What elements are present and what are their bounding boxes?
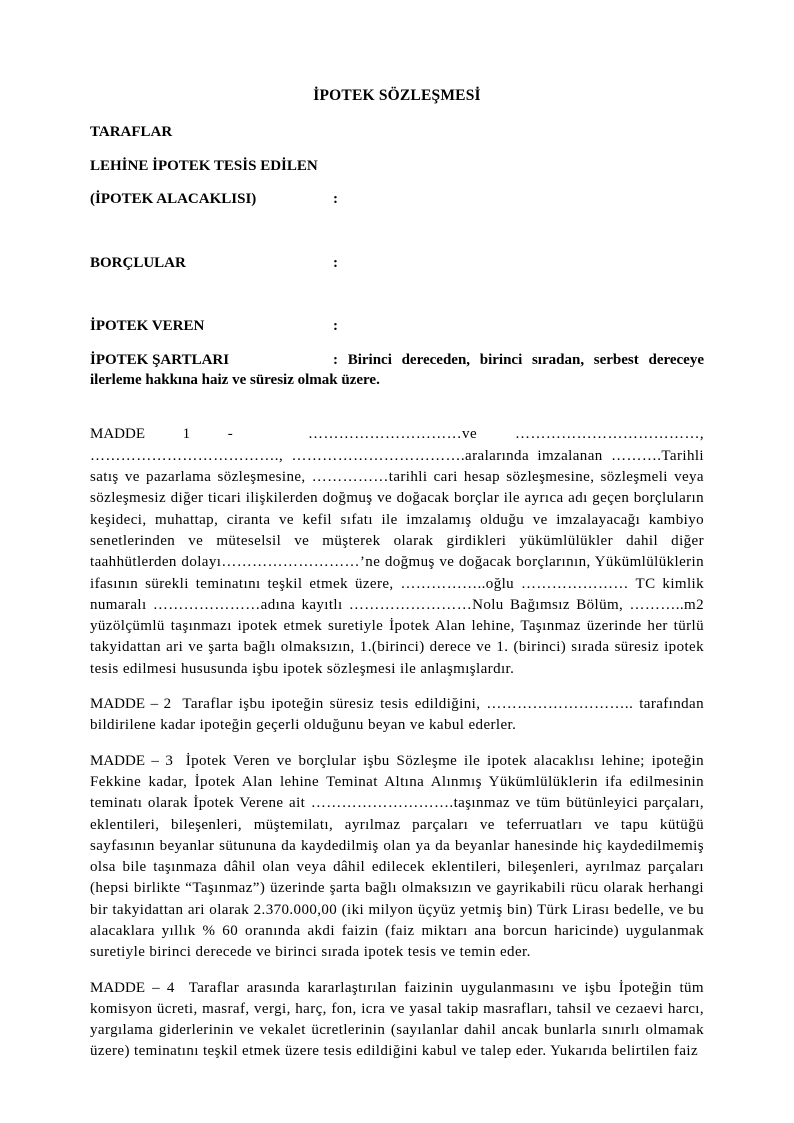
debtors-label: BORÇLULAR: [90, 254, 186, 271]
articles-block: [90, 424, 704, 1062]
article-4-paragraph: [90, 978, 704, 1063]
mortgagor-label: İPOTEK VEREN: [90, 318, 205, 335]
conditions-value: : Birinci dereceden, birinci sıradan, serbest dereceye ilerleme hakkına haiz ve süresiz olmak üzere.: [90, 351, 704, 388]
article-4-text: Taraflar arasında kararlaştırılan faizinin uygulanmasını ve işbu İpoteğin tüm komisyon ücreti, masraf, vergi, harç, fon, icra ve yasal takip masrafları, tahsil ve cezaevi harcı, yargılama giderlerinin ve vekalet ücretlerinin (sayılanlar dahil ancak bunlarla sınırlı olmamak üzere) teminatını teşkil etmek üzere tesis edildiğini kabul ve talep eder. Yukarıda belirtilen faiz: [90, 979, 704, 1060]
article-1-label: MADDE 1 -: [90, 426, 309, 443]
article-1-text: …………………………ve ………………………………, ………………………………., …………………………….aralarında imzalanan ……….Tarihli satış ve pazarlama sözleşmesine, ……………tarihli cari hesap sözleşmesine, sözleşmeli veya sözleşmesiz diğer ticari ilişkilerden doğmuş ve doğacak borçlar ile ayrıca adı geçen borçluların keşideci, muhattap, ciranta ve kefil sıfatı ile imzalamış olduğu ve imzalayacağı kambiyo senetlerinden ve müteselsil ve müşterek olarak girdikleri yükümlülükler dahil diğer taahhütlerden dolayı………………………’ne doğmuş ve doğacak borçlarının, Yükümlülüklerin ifasının sürekli teminatını teşkil etmek üzere, ……………..oğlu ………………… TC kimlik numaralı …………………adına kayıtlı ……………………Nolu Bağımsız Bölüm, ………..m2 yüzölçümlü taşınmazı ipotek etmek suretiyle İpotek Alan lehine, Taşınmaz üzerinde her türlü takyidattan ari ve şarta bağlı olmaksızın, 1.(birinci) derece ve 1. (birinci) sırada süresiz ipotek tesis edilmesi hususunda işbu ipotek sözleşmesi ile anlaşmışlardır.: [90, 426, 704, 677]
article-3-label: MADDE – 3: [90, 752, 186, 769]
page-title: İPOTEK SÖZLEŞMESİ: [313, 87, 481, 104]
parties-header-block: [90, 123, 704, 390]
article-4-label: MADDE – 4: [90, 979, 189, 996]
article-2-paragraph: [90, 694, 704, 737]
article-3-paragraph: [90, 751, 704, 964]
mortgagor-colon: :: [333, 318, 338, 335]
document-content: [90, 86, 704, 1063]
article-2-text: Taraflar işbu ipoteğin süresiz tesis edildiğini, ……………………….. tarafından bildirilene kadar ipoteğin geçerli olduğunu beyan ve kabul ederler.: [90, 696, 705, 734]
parties-heading-row: [90, 123, 704, 143]
debtors-row: [90, 254, 704, 274]
creditor-heading-label-1: LEHİNE İPOTEK TESİS EDİLEN: [90, 157, 318, 174]
article-3-text: İpotek Veren ve borçlular işbu Sözleşme ile ipotek alacaklısı lehine; ipoteğin Fekkine kadar, İpotek Alan lehine Teminat Altına Alınmış Yükümlülüklerin ifa edilmesinin teminatı olarak İpotek Verene ait ……………………….taşınmaz ve tüm bütünleyici parçaları, eklentileri, bileşenleri, müştemilatı, ayrılmaz parçaları ve teferruatları ve tapu kütüğü sayfasının beyanlar sütununa da kaydedilmiş olan ya da beyanlar hanesinde hiç kaydedilmemiş olsa bile taşınmaza dâhil olan veya dâhil edilecek eklentileri, bileşenleri, ayrılmaz parçaları (hepsi birlikte “Taşınmaz”) üzerinde şarta bağlı olmaksızın ve gayrikabili rücu olarak herhangi bir takyidattan ari olarak 2.370.000,00 (iki milyon üçyüz yetmiş bin) Türk Lirası bedelle, ve bu alacaklara yıllık % 60 oranında akdi faizin (faiz miktarı ana borcun haricinde) uygulanmak suretiyle birinci derecede ve birinci sırada ipotek tesis ve temin eder.: [90, 752, 705, 961]
debtors-colon: :: [333, 254, 338, 271]
creditor-colon: :: [333, 191, 338, 208]
parties-heading-label: TARAFLAR: [90, 124, 173, 141]
article-2-label: MADDE – 2: [90, 696, 183, 713]
mortgagor-row: [90, 317, 704, 337]
creditor-heading-row-1: [90, 157, 704, 177]
article-1-paragraph: [90, 424, 704, 680]
conditions-label: İPOTEK ŞARTLARI: [90, 351, 230, 368]
conditions-row: [90, 351, 704, 391]
creditor-heading-row-2: [90, 190, 704, 210]
creditor-heading-label-2: (İPOTEK ALACAKLISI): [90, 191, 257, 208]
